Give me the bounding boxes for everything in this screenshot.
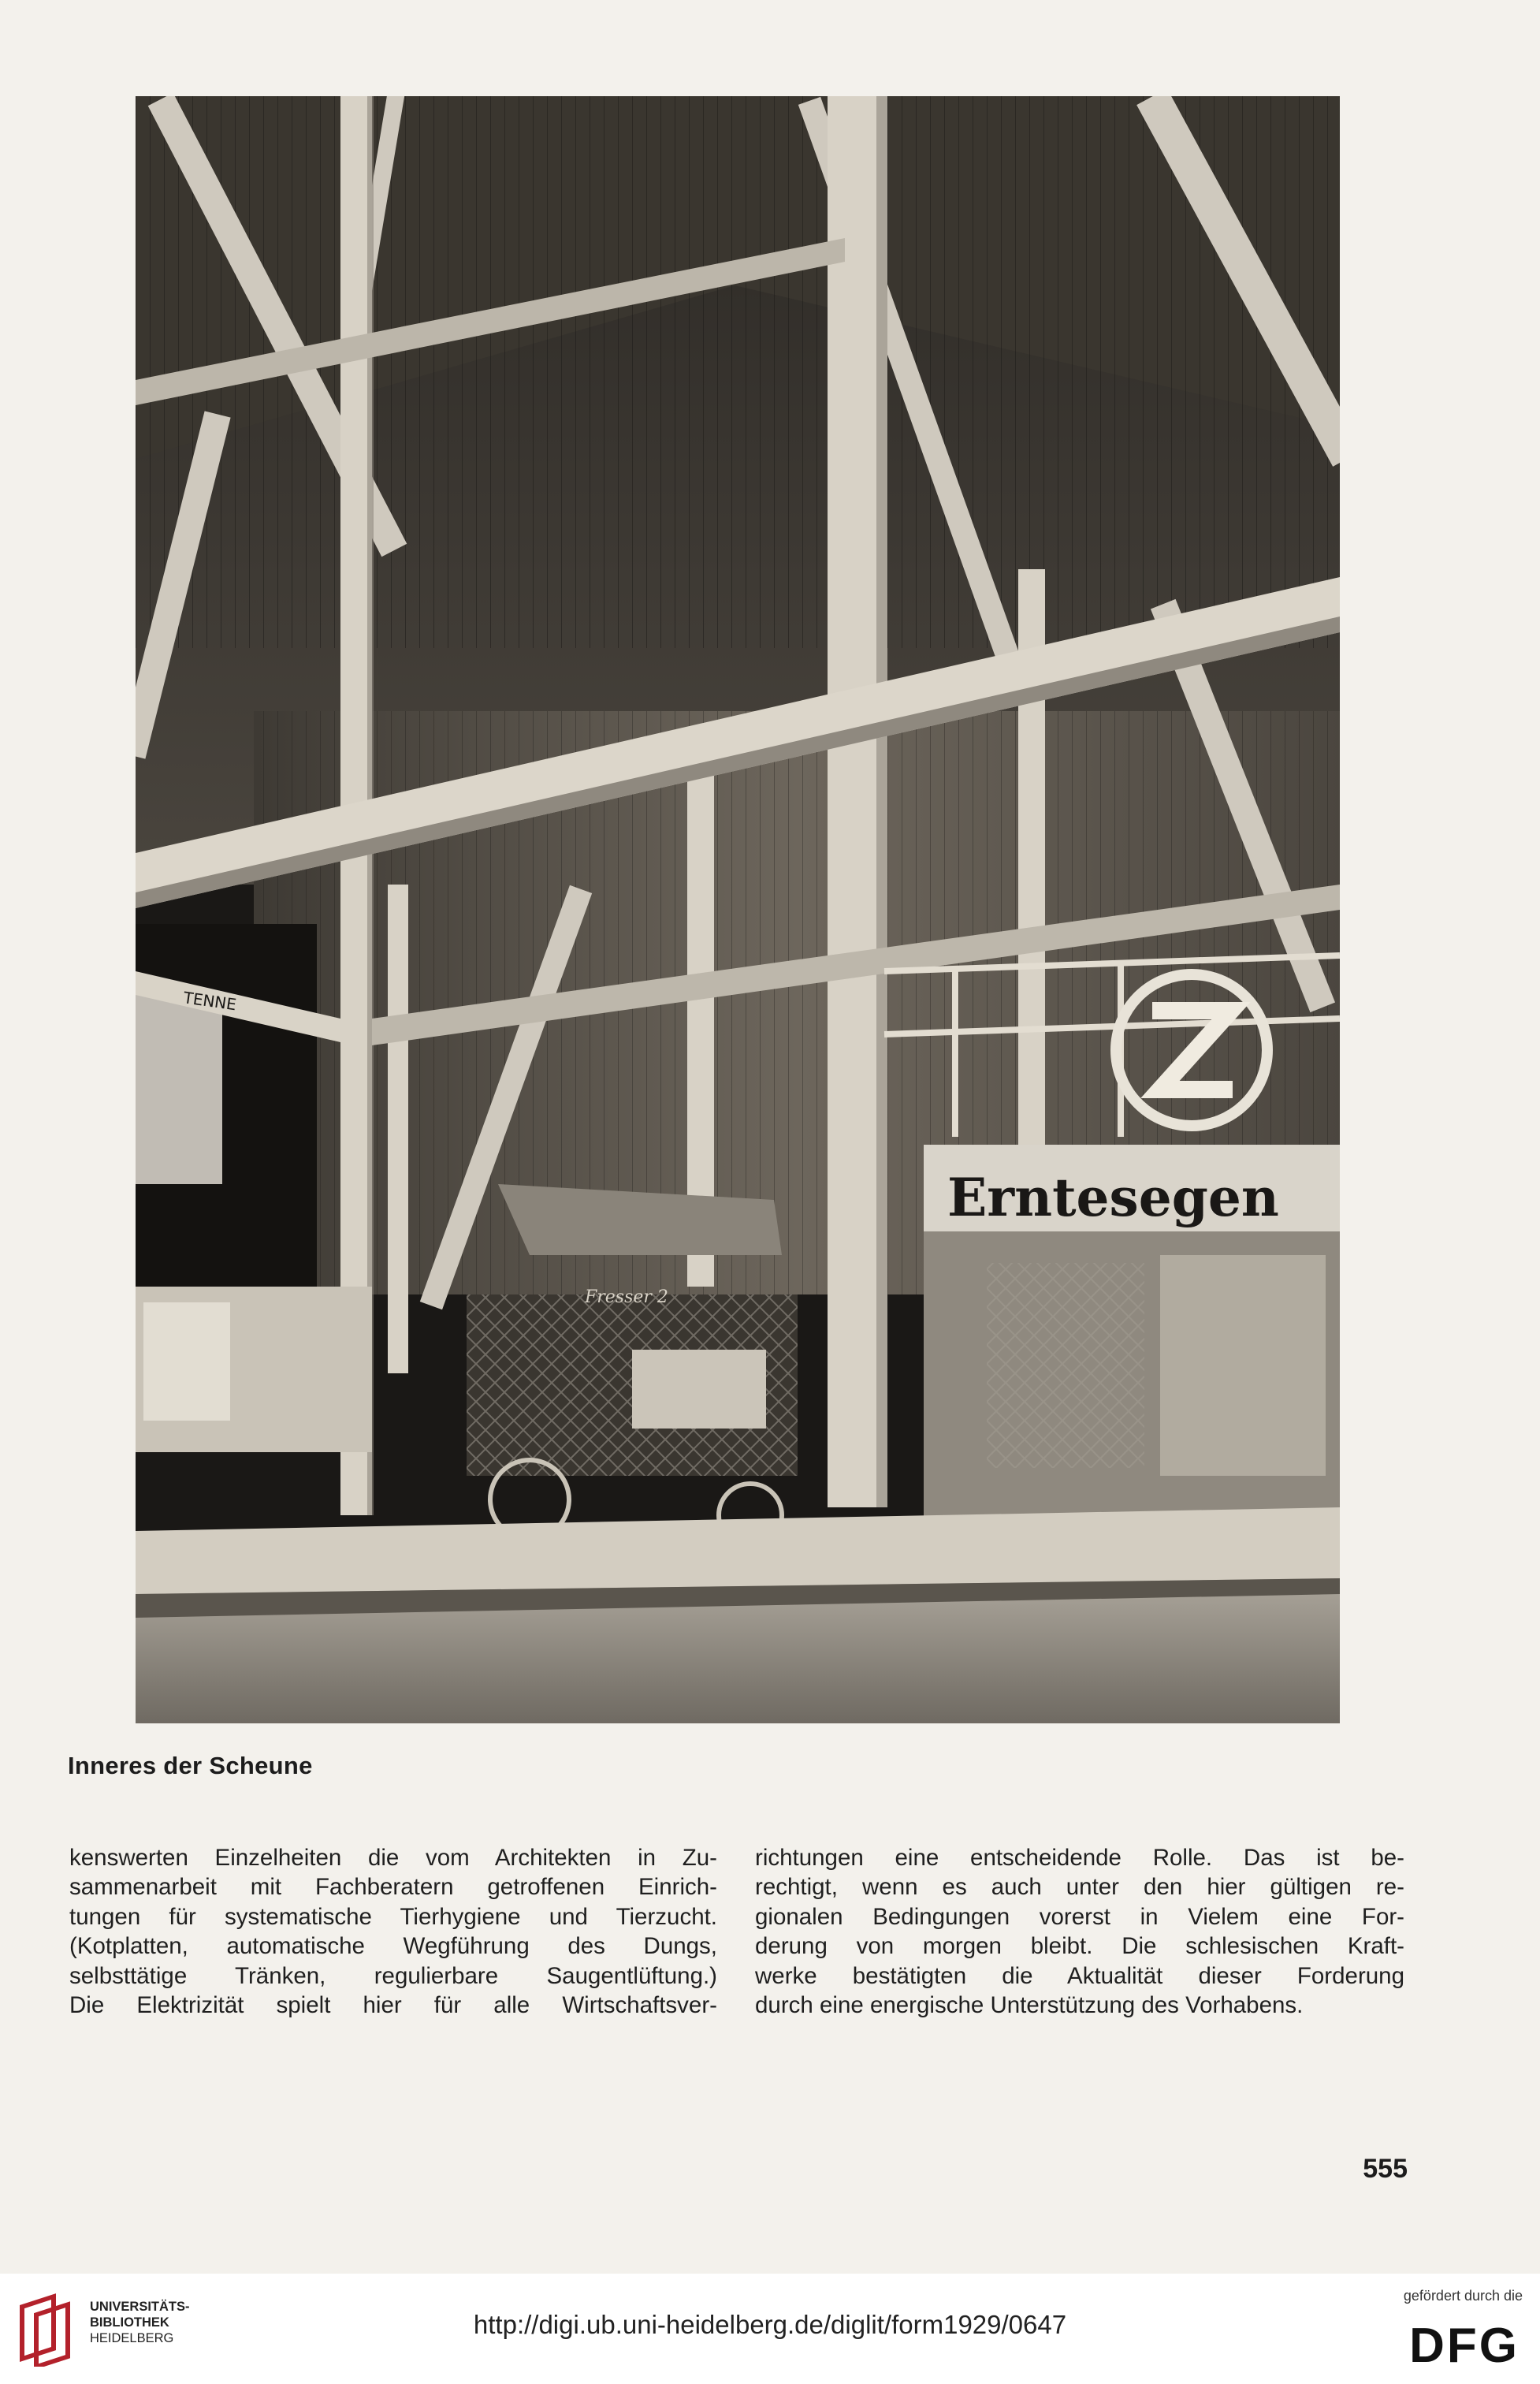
text-line: sammenarbeit mit Fachberatern getroffenen Einrich- [69, 1874, 717, 1901]
permalink[interactable]: http://digi.ub.uni-heidelberg.de/diglit/form1929/0647 [473, 2310, 1067, 2339]
text-line: werke bestätigten die Aktualität dieser Forderung [755, 1962, 1404, 1989]
funder-label: gefördert durch die [1403, 2288, 1523, 2304]
text-line: Die Elektrizität spielt hier für alle Wirtschaftsver- [69, 1992, 717, 2019]
text-line: richtungen eine entscheidende Rolle. Das ist be- [755, 1845, 1404, 1871]
page-number: 555 [1363, 2154, 1408, 2184]
text-line: tungen für systematische Tierhygiene und Tierzucht. [69, 1903, 717, 1930]
digitization-footer [0, 2274, 1540, 2384]
library-name-line2: BIBLIOTHEK [90, 2315, 169, 2330]
text-line: durch eine energische Unterstützung des Vorhabens. [755, 1992, 1304, 2019]
photo-caption: Inneres der Scheune [68, 1752, 313, 1779]
barn-interior-photo [136, 96, 1340, 1723]
erntesegen-sign: Erntesegen [947, 1167, 1279, 1228]
fresser-sign: Fresser 2 [585, 1287, 668, 1307]
text-line: rechtigt, wenn es auch unter den hier gültigen re- [755, 1874, 1404, 1901]
text-line: gionalen Bedingungen vorerst in Vielem eine For- [755, 1903, 1404, 1930]
text-line: derung von morgen bleibt. Die schlesischen Kraft- [755, 1933, 1404, 1960]
text-column-right [755, 1843, 1404, 2020]
library-name-line3: HEIDELBERG [90, 2331, 174, 2345]
text-line: selbsttätige Tränken, regulierbare Saugentlüftung.) [69, 1962, 717, 1989]
text-column-left [69, 1843, 717, 2020]
text-line: (Kotplatten, automatische Wegführung des Dungs, [69, 1933, 717, 1960]
tenne-sign: TENNE [182, 988, 238, 1015]
text-line: kenswerten Einzelheiten die vom Architekten in Zu- [69, 1845, 717, 1871]
library-name-line1: UNIVERSITÄTS- [90, 2300, 190, 2314]
dfg-logo: DFG [1409, 2319, 1520, 2373]
